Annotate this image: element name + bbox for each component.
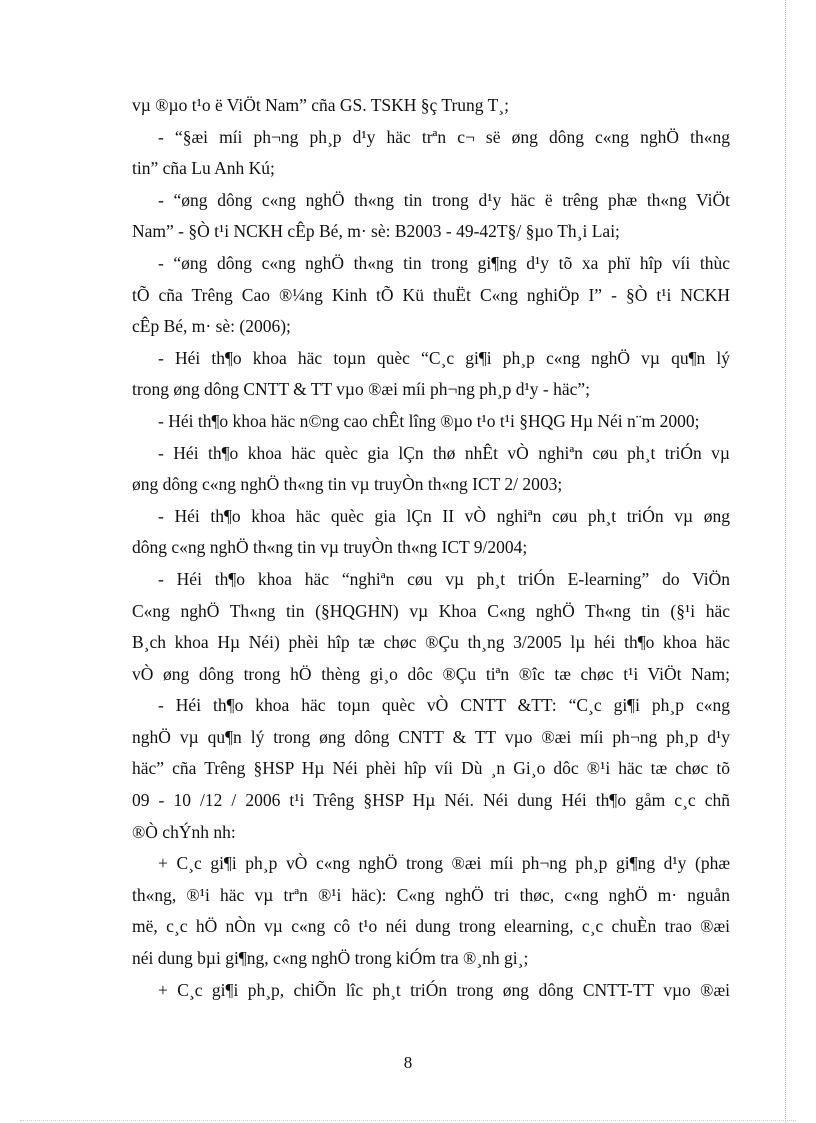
text-line: B¸ch khoa Hµ Néi) phèi hîp tæ chøc ®Çu th¸ng 3/2005 lµ héi th¶o khoa häc bbox=[132, 632, 730, 653]
text-line: - Héi th¶o khoa häc “nghiªn cøu vµ ph¸t triÓn E-learning” do ViÖn bbox=[158, 568, 730, 589]
text-line: 09 - 10 /12 / 2006 t¹i Trêng §HSP Hµ Néi. Néi dung Héi th¶o gåm c¸c chñ bbox=[132, 790, 730, 811]
text-line: tÕ cña Trêng Cao ®¼ng Kinh tÕ Kü thuËt C«ng nghiÖp I” - §Ò t¹i NCKH bbox=[132, 284, 730, 305]
text-line: dông c«ng nghÖ th«ng tin vµ truyÒn th«ng ICT 9/2004; bbox=[132, 537, 528, 558]
text-line: th«ng, ®¹i häc vµ trªn ®¹i häc): C«ng nghÖ tri thøc, c«ng nghÖ m· nguån bbox=[132, 884, 730, 905]
text-line: + C¸c gi¶i ph¸p vÒ c«ng nghÖ trong ®æi míi ph¬ng ph¸p gi¶ng d¹y (phæ bbox=[158, 853, 730, 874]
page-edge-mark bbox=[785, 0, 797, 1123]
text-line: - Héi th¶o khoa häc toµn quèc “C¸c gi¶i ph¸p c«ng nghÖ vµ qu¶n lý bbox=[158, 347, 730, 368]
text-line: Nam” - §Ò t¹i NCKH cÊp Bé, m· sè: B2003 - 49-42T§/ §µo Th¸i Lai; bbox=[132, 221, 620, 242]
body-text bbox=[132, 90, 730, 1006]
text-line: øng dông c«ng nghÖ th«ng tin vµ truyÒn th«ng ICT 2/ 2003; bbox=[132, 474, 563, 495]
text-line: - “§æi míi ph¬ng ph¸p d¹y häc trªn c¬ së øng dông c«ng nghÖ th«ng bbox=[158, 126, 730, 147]
text-line: tin” cña Lu Anh Kú; bbox=[132, 158, 275, 179]
text-line: trong øng dông CNTT & TT vµo ®æi míi ph¬ng ph¸p d¹y - häc”; bbox=[132, 379, 590, 400]
text-line: ®Ò chÝnh nh: bbox=[132, 821, 236, 842]
text-line: - Héi th¶o khoa häc quèc gia lÇn II vÒ nghiªn cøu ph¸t triÓn vµ øng bbox=[158, 505, 730, 526]
text-line: nghÖ vµ qu¶n lý trong øng dông CNTT & TT vµo ®æi míi ph¬ng ph¸p d¹y bbox=[132, 726, 730, 747]
text-line: - “øng dông c«ng nghÖ th«ng tin trong d¹y häc ë trêng phæ th«ng ViÖt bbox=[158, 189, 730, 210]
text-line: - Héi th¶o khoa häc quèc gia lÇn thø nhÊt vÒ nghiªn cøu ph¸t triÓn vµ bbox=[158, 442, 730, 463]
text-line: - “øng dông c«ng nghÖ th«ng tin trong gi¶ng d¹y tõ xa phï hîp víi thùc bbox=[158, 252, 730, 273]
text-line: vµ ®µo t¹o ë ViÖt Nam” cña GS. TSKH §ç Trung T¸; bbox=[132, 95, 509, 115]
page-number: 8 bbox=[403, 1053, 413, 1072]
text-line: vÒ øng dông trong hÖ thèng gi¸o dôc ®Çu tiªn ®îc tæ chøc t¹i ViÖt Nam; bbox=[132, 663, 730, 684]
text-line: C«ng nghÖ Th«ng tin (§HQGHN) vµ Khoa C«ng nghÖ Th«ng tin (§¹i häc bbox=[132, 600, 730, 621]
text-line: - Héi th¶o khoa häc n©ng cao chÊt lîng ®µo t¹o t¹i §HQG Hµ Néi n¨m 2000; bbox=[158, 410, 700, 431]
page-bottom-rule bbox=[20, 1120, 796, 1121]
text-line: häc” cña Trêng §HSP Hµ Néi phèi hîp víi Dù ¸n Gi¸o dôc ®¹i häc tæ chøc tõ bbox=[132, 758, 730, 779]
text-line: - Héi th¶o khoa häc toµn quèc vÒ CNTT &TT: “C¸c gi¶i ph¸p c«ng bbox=[158, 695, 730, 716]
text-line: më, c¸c hÖ nÒn vµ c«ng cô t¹o néi dung trong elearning, c¸c chuÈn trao ®æi bbox=[132, 916, 730, 937]
text-line: néi dung bµi gi¶ng, c«ng nghÖ trong kiÓm tra ®¸nh gi¸; bbox=[132, 948, 529, 969]
text-line: cÊp Bé, m· sè: (2006); bbox=[132, 316, 291, 337]
text-line: + C¸c gi¶i ph¸p, chiÕn lîc ph¸t triÓn trong øng dông CNTT-TT vµo ®æi bbox=[158, 979, 730, 1000]
